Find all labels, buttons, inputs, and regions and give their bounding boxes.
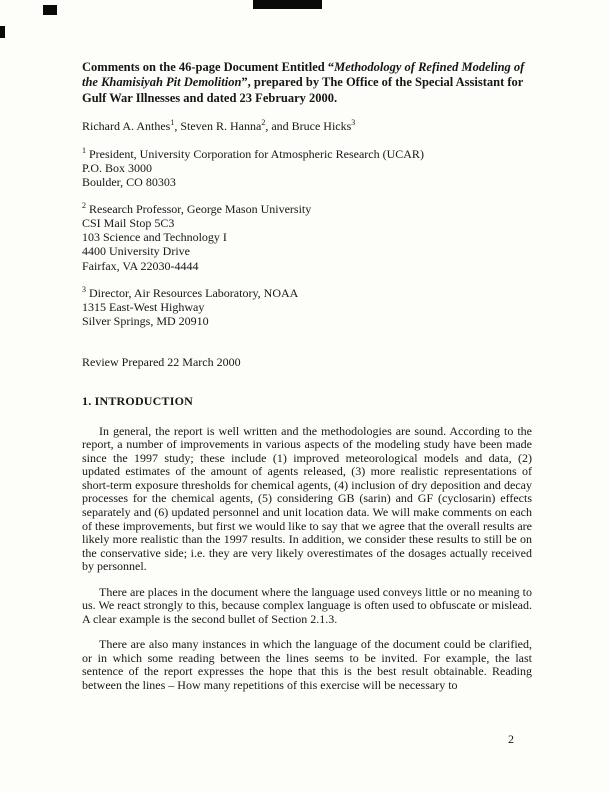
affiliation-2-address-line: 4400 University Drive [82, 244, 190, 259]
affiliation-2-title-line [82, 202, 532, 216]
affiliation-3-title-line [82, 286, 532, 300]
affiliation-3-address-line: Silver Springs, MD 20910 [82, 313, 209, 328]
section-heading-introduction: 1. INTRODUCTION [82, 394, 194, 409]
authors-line [82, 117, 532, 134]
scan-artifact [253, 0, 322, 9]
author-name-1: Richard A. Anthes [82, 118, 171, 133]
affiliation-2 [82, 202, 532, 272]
author-name-2: , Steven R. Hanna [174, 118, 262, 133]
footnote-marker-3: 3 [351, 117, 356, 127]
affiliation-3 [82, 286, 532, 328]
paragraph-3: There are also many instances in which the language of the document could be clarified, or in which some reading between the lines seems to be invited. For example, the last sentence of the report expresses the hope that this is the best result obtainable. Reading between the lines – How many repetitions of this exercise will be necessary to [82, 637, 532, 693]
paragraph-1: In general, the report is well written and the methodologies are sound. According to the report, a number of improvements in various aspects of the modeling study have been made since the 1997 study; these include (1) improved meteorological models and data, (2) updated estimates of the amount of agents released, (3) more realistic representations of short-term exposure thresholds for chemical agents, (4) inclusion of dry deposition and decay processes for the chemical agents, (5) considering GB (sarin) and GF (cyclosarin) effects separately and (6) updated personnel and unit location data. We will make comments on each of these improvements, but first we would like to say that we agree that the overall results are likely more realistic than the 1997 results. In addition, we consider these results to still be on the conservative side; i.e. they are very likely overestimates of the dosages actually received by personnel. [82, 423, 532, 574]
affiliation-1-address-line: Boulder, CO 80303 [82, 175, 176, 190]
document-content [82, 60, 532, 705]
scan-artifact [0, 26, 5, 38]
affiliation-3-title: Director, Air Resources Laboratory, NOAA [86, 285, 299, 300]
affiliation-2-address-line: 103 Science and Technology I [82, 230, 227, 245]
affiliation-1-address-line: P.O. Box 3000 [82, 161, 153, 176]
affiliation-2-address-line: Fairfax, VA 22030-4444 [82, 258, 199, 273]
scan-artifact [43, 5, 57, 15]
paragraph-2: There are places in the document where the language used conveys little or no meaning to us. We react strongly to this, because complex language is often used to obfuscate or mislead. A clear example is the second bullet of Section 2.1.3. [82, 584, 532, 626]
affiliation-3-footnote-marker: 3 [82, 284, 86, 294]
affiliation-2-footnote-marker: 2 [82, 201, 86, 211]
affiliation-2-title: Research Professor, George Mason University [86, 202, 312, 217]
affiliation-1-title: President, University Corporation for Atmospheric Research (UCAR) [86, 147, 424, 162]
affiliation-1-title-line [82, 147, 532, 161]
page-number: 2 [508, 732, 514, 746]
title-italic-name: Methodology of Refined Modeling of the Khamisiyah Pit Demolition [82, 60, 525, 90]
affiliation-3-address-line: 1315 East-West Highway [82, 299, 205, 314]
affiliation-1 [82, 147, 532, 189]
title-text-start: Comments on the 46-page Document Entitled “ [82, 60, 335, 74]
footnote-marker-1: 1 [170, 117, 175, 127]
review-date: Review Prepared 22 March 2000 [82, 354, 241, 369]
author-name-3: , and Bruce Hicks [265, 118, 352, 133]
affiliation-2-address-line: CSI Mail Stop 5C3 [82, 216, 175, 231]
footnote-marker-2: 2 [261, 117, 266, 127]
title-text-end: ”, prepared by The Office of the Special Assistant for Gulf War Illnesses and dated 23 February 2000. [82, 75, 524, 105]
affiliation-1-footnote-marker: 1 [82, 146, 86, 156]
document-title [82, 60, 532, 106]
